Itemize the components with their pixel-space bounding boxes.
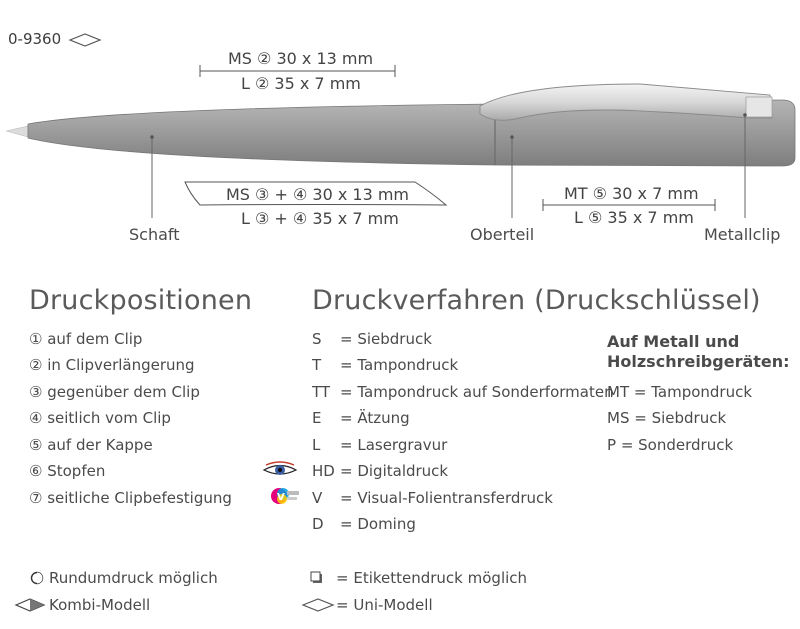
visual-color-icon (270, 485, 300, 507)
dim-shaft-ms: MS ③ + ④ 30 x 13 mm (226, 185, 410, 204)
method-code: T (312, 356, 322, 374)
positions-title: Druckpositionen (29, 285, 253, 316)
method-desc: = Doming (340, 515, 416, 533)
method-desc: = Digitaldruck (340, 462, 449, 480)
position-item: ② in Clipverlängerung (29, 356, 195, 374)
dim-cap-l: L ⑤ 35 x 7 mm (574, 208, 694, 227)
method-code: HD (312, 462, 335, 480)
position-item: ③ gegenüber dem Clip (29, 383, 200, 401)
position-item: ⑥ Stopfen (29, 462, 106, 480)
pen-barrel (28, 104, 495, 165)
metal-item: P = Sonderdruck (607, 436, 734, 454)
method-code: S (312, 330, 322, 348)
method-row (312, 436, 447, 454)
method-desc: = Tampondruck (340, 356, 459, 374)
metal-item: MS = Siebdruck (607, 409, 727, 427)
dim-top-l: L ② 35 x 7 mm (241, 74, 361, 93)
method-code: E (312, 409, 322, 427)
method-code: V (312, 489, 323, 507)
legend-rundum: Rundumdruck möglich (49, 569, 218, 587)
eye-icon (262, 461, 298, 479)
method-row (312, 462, 448, 480)
half-circle-icon (30, 571, 44, 585)
method-desc: = Visual-Folientransferdruck (340, 489, 553, 507)
label-schaft: Schaft (129, 225, 180, 244)
dim-top-ms: MS ② 30 x 13 mm (228, 49, 374, 68)
method-row (312, 515, 416, 533)
methods-title: Druckverfahren (Druckschlüssel) (312, 285, 761, 316)
method-row (312, 409, 410, 427)
method-code: D (312, 515, 324, 533)
method-row (312, 356, 458, 374)
method-code: TT (312, 383, 331, 401)
method-desc: = Siebdruck (340, 330, 432, 348)
legend-etikett: = Etikettendruck möglich (336, 569, 528, 587)
square-shadow-icon (310, 571, 324, 585)
pen-tip (6, 126, 28, 137)
method-row (312, 330, 432, 348)
method-desc: = Lasergravur (340, 436, 448, 454)
position-item: ⑤ auf der Kappe (29, 436, 153, 454)
dim-shaft-l: L ③ + ④ 35 x 7 mm (241, 209, 399, 228)
dim-cap-mt: MT ⑤ 30 x 7 mm (564, 184, 699, 203)
label-oberteil: Oberteil (470, 225, 535, 244)
legend-kombi: Kombi-Modell (49, 596, 151, 614)
diamond-outline-icon (301, 597, 335, 613)
legend-uni: = Uni-Modell (336, 596, 433, 614)
method-code: L (312, 436, 321, 454)
article-code: 0-9360 (8, 30, 62, 48)
method-row (312, 489, 553, 507)
method-row (312, 383, 614, 401)
diamond-half-filled-icon (14, 597, 46, 613)
svg-text:V: V (277, 492, 285, 503)
metal-title-line2: Holzschreibgeräten: (607, 352, 790, 371)
method-desc: = Ätzung (340, 409, 410, 427)
label-metallclip: Metallclip (704, 225, 781, 244)
position-item: ⑦ seitliche Clipbefestigung (29, 489, 232, 507)
position-item: ④ seitlich vom Clip (29, 409, 171, 427)
method-desc: = Tampondruck auf Sonderformaten (340, 383, 614, 401)
position-item: ① auf dem Clip (29, 330, 143, 348)
metal-item: MT = Tampondruck (607, 383, 753, 401)
metal-title-line1: Auf Metall und (607, 332, 740, 351)
